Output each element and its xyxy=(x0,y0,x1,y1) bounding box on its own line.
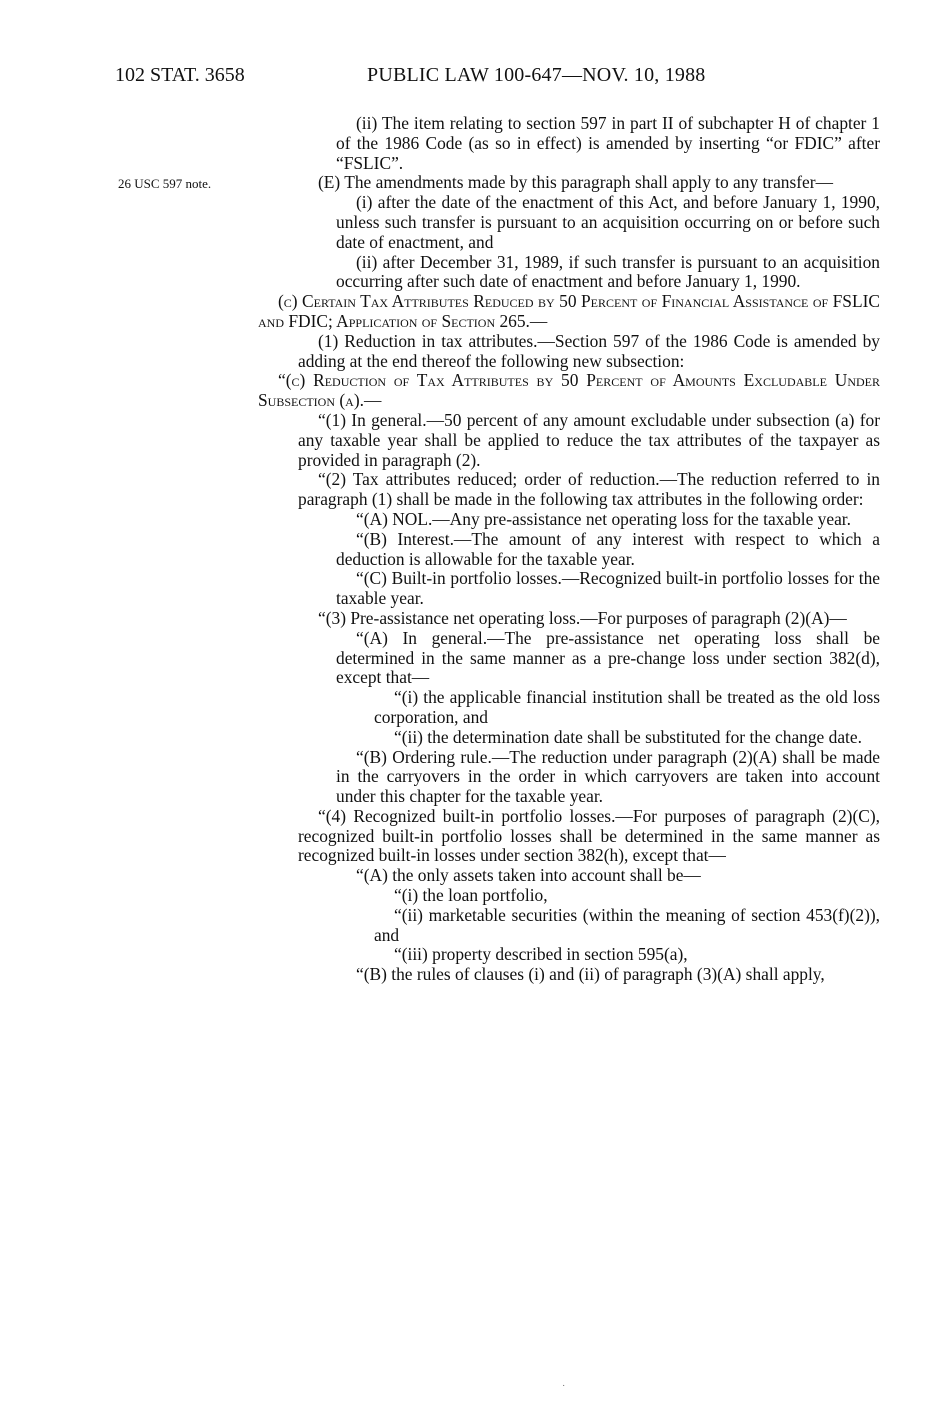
paragraph: (1) Reduction in tax attributes.—Section 597 of the 1986 Code is amended by adding at the end thereof the following new subsection: xyxy=(298,330,880,371)
paragraph: “(ii) marketable securities (within the meaning of section 453(f)(2)), and xyxy=(374,904,880,945)
stat-page-number: 102 STAT. 3658 xyxy=(115,64,245,86)
paragraph: “(A) the only assets taken into account shall be— xyxy=(356,865,701,886)
paragraph: (E) The amendments made by this paragraph shall apply to any transfer— xyxy=(318,172,833,193)
paragraph: “(ii) the determination date shall be substituted for the change date. xyxy=(394,726,862,747)
section-heading: (c) Certain Tax Attributes Reduced by 50 Percent of Financial Assistance of FSLIC and FDIC; Application of Section 265.— xyxy=(258,291,880,331)
page-header xyxy=(115,64,765,90)
paragraph: (ii) The item relating to section 597 in part II of subchapter H of chapter 1 of the 1986 Code (as so in effect) is amended by inserting “or FDIC” after “FSLIC”. xyxy=(336,113,880,173)
paragraph: (ii) after December 31, 1989, if such transfer is pursuant to an acquisition occurring after such date of enactment and before January 1, 1990. xyxy=(336,251,880,292)
page-mark: ˙ xyxy=(562,1384,566,1395)
paragraph: “(3) Pre-assistance net operating loss.—For purposes of paragraph (2)(A)— xyxy=(318,607,847,628)
law-title: PUBLIC LAW 100-647—NOV. 10, 1988 xyxy=(367,64,706,86)
paragraph: “(4) Recognized built-in portfolio losses.—For purposes of paragraph (2)(C), recognized built-in portfolio losses shall be determined in the same manner as recognized built-in losses under section 382(h), except that— xyxy=(298,805,880,866)
subsection-heading: “(c) Reduction of Tax Attributes by 50 Percent of Amounts Excludable Under Subsection (a).— xyxy=(258,370,880,411)
paragraph: “(1) In general.—50 percent of any amount excludable under subsection (a) for any taxable year shall be applied to reduce the tax attributes of the taxpayer as provided in paragraph (2). xyxy=(298,409,880,470)
document-body xyxy=(258,114,880,985)
paragraph: “(i) the applicable financial institution shall be treated as the old loss corporation, and xyxy=(374,687,880,727)
paragraph: “(B) Ordering rule.—The reduction under paragraph (2)(A) shall be made in the carryovers in the order in which carryovers are taken into account under this chapter for the taxable year. xyxy=(336,746,880,807)
paragraph: “(B) the rules of clauses (i) and (ii) of paragraph (3)(A) shall apply, xyxy=(356,964,825,985)
paragraph: “(C) Built-in portfolio losses.—Recognized built-in portfolio losses for the taxable year. xyxy=(336,568,880,609)
paragraph: “(A) NOL.—Any pre-assistance net operating loss for the taxable year. xyxy=(356,508,851,529)
paragraph: “(A) In general.—The pre-assistance net operating loss shall be determined in the same manner as a pre-change loss under section 382(d), except that— xyxy=(336,627,880,688)
paragraph: “(B) Interest.—The amount of any interest with respect to which a deduction is allowable for the taxable year. xyxy=(336,528,880,569)
margin-note: 26 USC 597 note. xyxy=(118,176,212,191)
paragraph: “(iii) property described in section 595(a), xyxy=(394,944,688,965)
paragraph: “(2) Tax attributes reduced; order of reduction.—The reduction referred to in paragraph (1) shall be made in the following tax attributes in the following order: xyxy=(298,469,880,510)
paragraph: “(i) the loan portfolio, xyxy=(394,885,548,906)
paragraph: (i) after the date of the enactment of this Act, and before January 1, 1990, unless such transfer is pursuant to an acquisition occurring on or before such date of enactment, and xyxy=(336,192,880,252)
